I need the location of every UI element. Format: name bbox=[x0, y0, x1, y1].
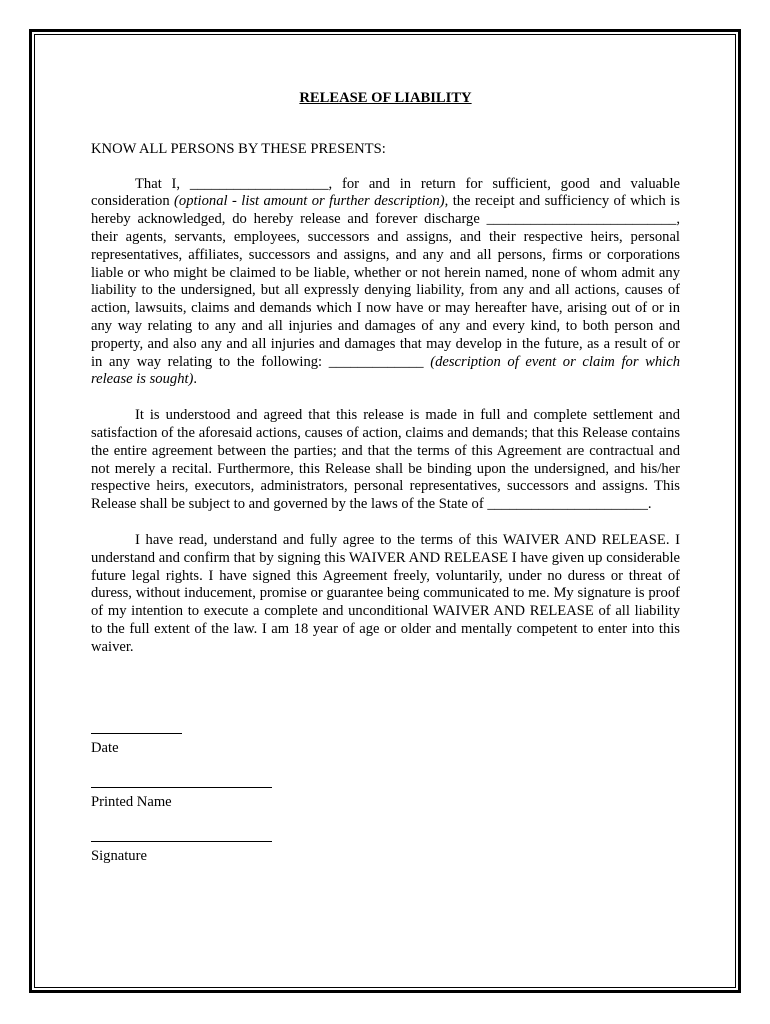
paragraph1-part3: . bbox=[193, 371, 198, 388]
signature-line[interactable] bbox=[91, 841, 272, 842]
signature-label: Signature bbox=[91, 848, 147, 864]
settlement-paragraph: It is understood and agreed that this release is made in full and complete settlement and satisfaction of the aforesaid actions, causes of action, claims and demands; that this Release contains the entire agreement between the parties; and that the terms of this Agreement are contractual and not merely a recital. Furthermore, this Release shall be binding upon the undersigned, and his/her respective heirs, executors, administrators, personal representatives, successors and assigns. This Release shall be subject to and governed by the laws of the State of ______________________. bbox=[91, 407, 680, 513]
date-line[interactable] bbox=[91, 733, 182, 734]
printed-name-line[interactable] bbox=[91, 787, 272, 788]
acknowledgement-paragraph: I have read, understand and fully agree to the terms of this WAIVER AND RELEASE. I understand and confirm that by signing this WAIVER AND RELEASE I have given up considerable future legal rights. I have signed this Agreement freely, voluntarily, under no duress or threat of duress, without inducement, promise or guarantee being communicated to me. My signature is proof of my intention to execute a complete and unconditional WAIVER AND RELEASE of all liability to the full extent of the law. I am 18 year of age or older and mentally competent to enter into this waiver. bbox=[91, 531, 680, 655]
signature-field[interactable] bbox=[91, 841, 272, 865]
consideration-note: (optional - list amount or further description) bbox=[174, 193, 445, 210]
event-description-note: (description of event or claim for which release is sought) bbox=[91, 353, 680, 388]
paragraph1-part1: That I, ___________________, for and in return for sufficient, good and valuable consideration bbox=[91, 175, 680, 210]
release-paragraph bbox=[91, 176, 680, 390]
paragraph1-part2: , the receipt and sufficiency of which is hereby acknowledged, do hereby release and forever discharge __________________________, their agents, servants, employees, successors and assigns, and their respective heirs, personal representatives, affiliates, successors and assigns, and any and all persons, firms or corporations liable or who might be claimed to be liable, whether or not herein named, none of whom admit any liability to the undersigned, but all expressly denying liability, from any and all actions, causes of action, lawsuits, claims and demands which I now have or may hereafter have, arising out of or in any way relating to any and all injuries and damages of any and every kind, to both person and property, and also any and all injuries and damages that may develop in the future, as a result of or in any way relating to the following: _____________ bbox=[91, 193, 680, 370]
intro-line: KNOW ALL PERSONS BY THESE PRESENTS: bbox=[91, 140, 386, 157]
document-title: RELEASE OF LIABILITY bbox=[299, 90, 472, 106]
date-field[interactable] bbox=[91, 733, 182, 757]
document-body bbox=[91, 90, 680, 675]
date-label: Date bbox=[91, 740, 119, 756]
printed-name-field[interactable] bbox=[91, 787, 272, 811]
printed-name-label: Printed Name bbox=[91, 794, 172, 810]
